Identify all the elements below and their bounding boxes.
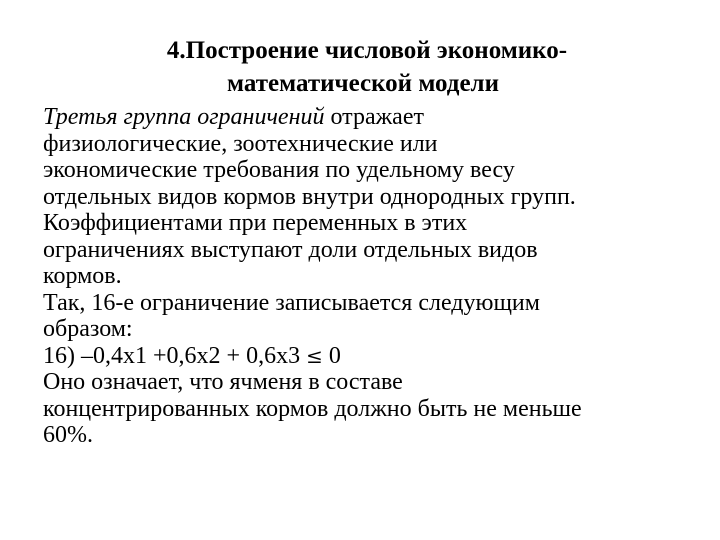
text-line: Коэффициентами при переменных в этих xyxy=(43,210,468,236)
text-line: Оно означает, что ячменя в составе xyxy=(43,369,403,395)
text-line: 60%. xyxy=(43,422,93,448)
paragraph-meaning xyxy=(43,369,713,449)
text-line: Так, 16-е ограничение записывается следующим xyxy=(43,289,540,316)
text-line: концентрированных кормов должно быть не меньше xyxy=(43,395,582,422)
text-line: отдельных видов кормов внутри однородных групп. xyxy=(43,183,576,210)
paragraph-lead-line xyxy=(43,104,713,131)
slide-title xyxy=(0,34,720,100)
lead-rest: отражает xyxy=(324,104,424,130)
constraint-formula xyxy=(43,343,713,370)
title-line-1: 4.Построение числовой экономико- xyxy=(166,37,568,64)
italic-lead: Третья группа ограничений xyxy=(43,104,325,130)
text-line: физиологические, зоотехнические или xyxy=(43,130,438,157)
formula-line xyxy=(43,342,713,370)
text-line: экономические требования по удельному весу xyxy=(43,157,515,183)
slide-body xyxy=(43,104,713,449)
less-or-equal-symbol: ≤ xyxy=(306,343,323,368)
text-line: кормов. xyxy=(43,263,122,289)
title-line-2: математической модели xyxy=(227,70,499,97)
paragraph-third-group xyxy=(43,104,713,290)
text-line: образом: xyxy=(43,316,133,342)
paragraph-constraint-16 xyxy=(43,290,713,343)
formula-expression: 16) –0,4х1 +0,6х2 + 0,6х3 xyxy=(43,342,307,369)
formula-rhs: 0 xyxy=(322,342,341,369)
text-line: ограничениях выступают доли отдельных видов xyxy=(43,236,538,263)
